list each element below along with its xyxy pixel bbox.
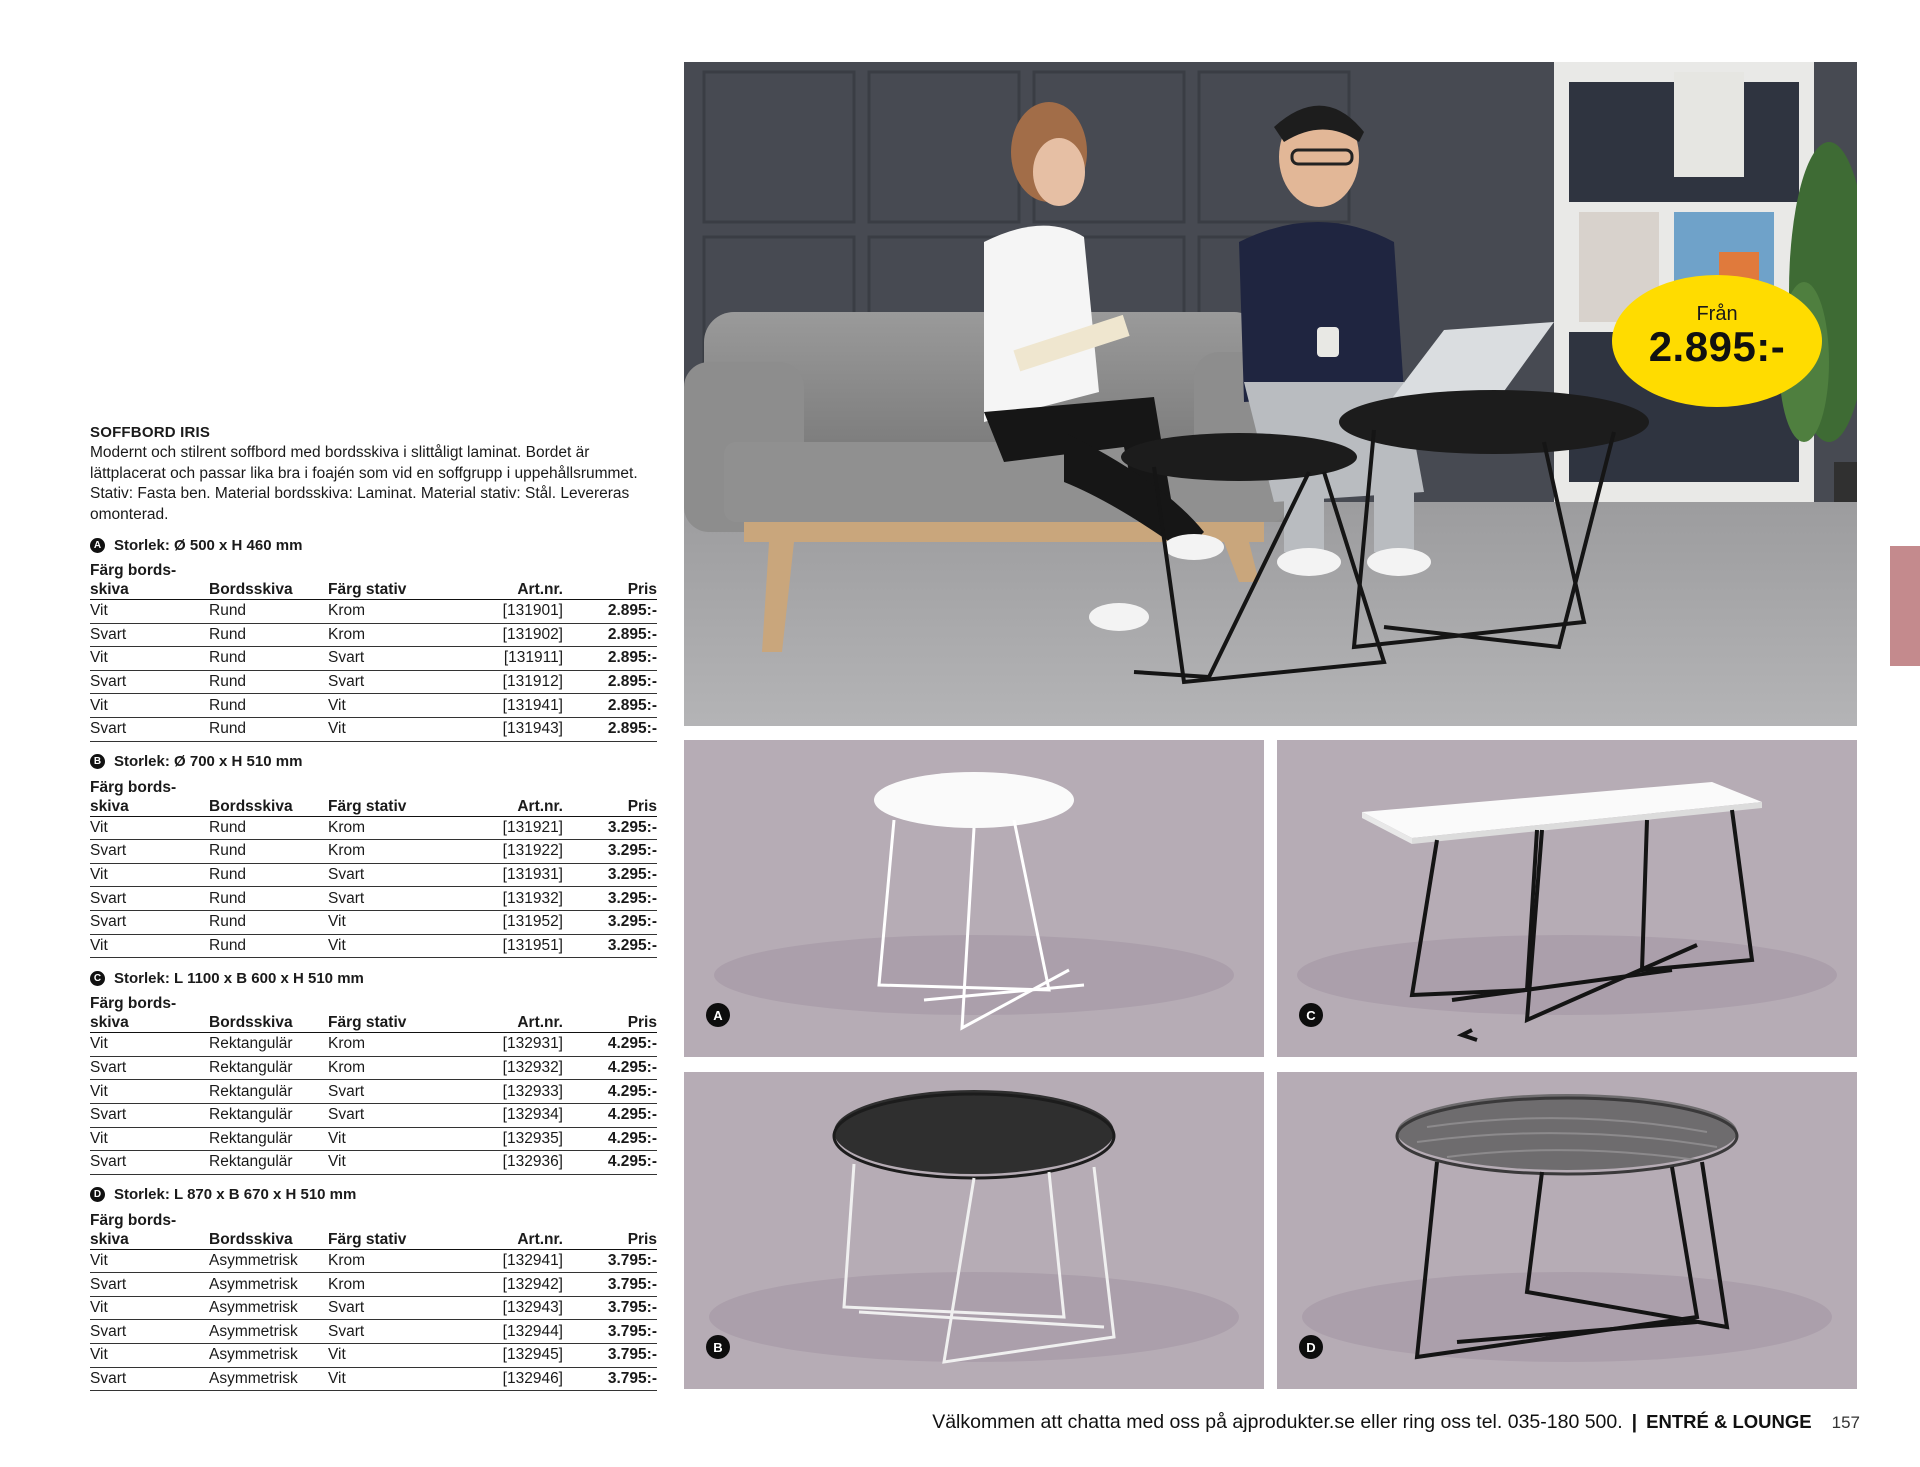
cell-artnr: [131952]: [438, 910, 569, 934]
page-number: 157: [1831, 1413, 1860, 1432]
cell-frame-color: Vit: [328, 1344, 438, 1368]
cell-top-shape: Asymmetrisk: [209, 1367, 328, 1391]
table-row: [90, 600, 657, 624]
cell-price: 3.795:-: [569, 1296, 657, 1320]
cell-frame-color: Krom: [328, 840, 438, 864]
cell-top-shape: Asymmetrisk: [209, 1320, 328, 1344]
cell-artnr: [132942]: [438, 1273, 569, 1297]
panel-letter-a: A: [706, 1003, 730, 1027]
col-header-frame-color: Färg stativ: [328, 994, 438, 1033]
cell-artnr: [132944]: [438, 1320, 569, 1344]
cell-frame-color: Svart: [328, 647, 438, 671]
col-header-top-color-line2: skiva: [90, 1230, 129, 1248]
cell-frame-color: Vit: [328, 717, 438, 741]
table-row: [90, 934, 657, 958]
cell-top-color: Svart: [90, 1103, 209, 1127]
product-photo-b: [684, 1072, 1264, 1389]
cell-frame-color: Vit: [328, 1367, 438, 1391]
cell-top-shape: Rektangulär: [209, 1103, 328, 1127]
cell-top-color: Svart: [90, 887, 209, 911]
cell-price: 4.295:-: [569, 1127, 657, 1151]
cell-price: 4.295:-: [569, 1151, 657, 1175]
table-row: [90, 1080, 657, 1104]
cell-artnr: [131901]: [438, 600, 569, 624]
product-title: SOFFBORD IRIS: [90, 424, 211, 441]
cell-frame-color: Vit: [328, 1127, 438, 1151]
cell-top-color: Vit: [90, 934, 209, 958]
col-header-top-color: [90, 994, 209, 1033]
col-header-artnr: Art.nr.: [438, 994, 569, 1033]
cell-frame-color: Krom: [328, 1273, 438, 1297]
cell-top-shape: Rund: [209, 623, 328, 647]
footer-contact-text: Välkommen att chatta med oss på ajprodukter.se eller ring oss tel. 035-180 500.: [932, 1411, 1623, 1433]
cell-artnr: [132931]: [438, 1033, 569, 1057]
col-header-top: Bordsskiva: [209, 994, 328, 1033]
cell-frame-color: Krom: [328, 600, 438, 624]
cell-top-color: Svart: [90, 1367, 209, 1391]
cell-artnr: [131941]: [438, 694, 569, 718]
col-header-price: Pris: [569, 994, 657, 1033]
col-header-top: Bordsskiva: [209, 561, 328, 600]
col-header-price: Pris: [569, 561, 657, 600]
cell-top-color: Svart: [90, 910, 209, 934]
cell-top-color: Vit: [90, 600, 209, 624]
price-table: [90, 994, 657, 1175]
cell-price: 3.295:-: [569, 863, 657, 887]
cell-top-shape: Asymmetrisk: [209, 1249, 328, 1273]
panel-letter-d: D: [1299, 1335, 1323, 1359]
panel-letter-b: B: [706, 1335, 730, 1359]
size-title: Storlek: Ø 700 x H 510 mm: [114, 753, 303, 771]
cell-price: 4.295:-: [569, 1103, 657, 1127]
col-header-top-color: [90, 778, 209, 817]
cell-top-color: Svart: [90, 670, 209, 694]
price-badge-price: 2.895:-: [1648, 323, 1786, 370]
cell-frame-color: Svart: [328, 670, 438, 694]
section-side-tab: [1890, 546, 1920, 666]
size-letter-badge: A: [90, 538, 105, 553]
rectangular-white-table-illustration: [1277, 740, 1857, 1057]
price-badge: [1612, 275, 1822, 407]
table-row: [90, 887, 657, 911]
col-header-top-color-line2: skiva: [90, 581, 129, 598]
cell-top-shape: Rektangulär: [209, 1151, 328, 1175]
cell-price: 3.295:-: [569, 887, 657, 911]
col-header-top-color-line1: Färg bords-: [90, 995, 177, 1013]
cell-price: 2.895:-: [569, 647, 657, 671]
cell-frame-color: Krom: [328, 1056, 438, 1080]
footer-section-name: ENTRÉ & LOUNGE: [1646, 1411, 1812, 1432]
cell-artnr: [132933]: [438, 1080, 569, 1104]
cell-artnr: [132946]: [438, 1367, 569, 1391]
product-info: [90, 424, 657, 1391]
table-row: [90, 1103, 657, 1127]
cell-top-color: Svart: [90, 717, 209, 741]
size-heading: [90, 966, 657, 990]
col-header-top-color: [90, 561, 209, 600]
cell-top-color: Svart: [90, 1151, 209, 1175]
col-header-top: Bordsskiva: [209, 1211, 328, 1250]
cell-top-color: Svart: [90, 1056, 209, 1080]
cell-top-color: Svart: [90, 1273, 209, 1297]
cell-price: 3.795:-: [569, 1273, 657, 1297]
table-row: [90, 670, 657, 694]
table-row: [90, 647, 657, 671]
cell-price: 4.295:-: [569, 1056, 657, 1080]
cell-price: 3.795:-: [569, 1344, 657, 1368]
cell-top-shape: Rektangulär: [209, 1127, 328, 1151]
cell-price: 2.895:-: [569, 717, 657, 741]
cell-frame-color: Vit: [328, 1151, 438, 1175]
table-row: [90, 840, 657, 864]
cell-top-color: Vit: [90, 863, 209, 887]
cell-artnr: [131932]: [438, 887, 569, 911]
size-title: Storlek: Ø 500 x H 460 mm: [114, 536, 303, 554]
cell-top-shape: Rund: [209, 694, 328, 718]
cell-top-shape: Rund: [209, 863, 328, 887]
price-table: [90, 778, 657, 959]
cell-frame-color: Svart: [328, 887, 438, 911]
cell-top-color: Vit: [90, 1249, 209, 1273]
cell-artnr: [131931]: [438, 863, 569, 887]
table-row: [90, 816, 657, 840]
table-row: [90, 1320, 657, 1344]
cell-price: 3.295:-: [569, 910, 657, 934]
cell-price: 3.295:-: [569, 934, 657, 958]
cell-frame-color: Svart: [328, 863, 438, 887]
col-header-top-color-line1: Färg bords-: [90, 562, 177, 579]
col-header-top-color-line1: Färg bords-: [90, 778, 177, 796]
cell-top-color: Svart: [90, 840, 209, 864]
size-letter-badge: B: [90, 754, 105, 769]
cell-top-color: Svart: [90, 1320, 209, 1344]
footer-separator: |: [1631, 1411, 1638, 1433]
col-header-artnr: Art.nr.: [438, 1211, 569, 1250]
cell-top-shape: Asymmetrisk: [209, 1296, 328, 1320]
cell-price: 2.895:-: [569, 600, 657, 624]
cell-top-shape: Rund: [209, 670, 328, 694]
cell-price: 4.295:-: [569, 1080, 657, 1104]
cell-artnr: [132943]: [438, 1296, 569, 1320]
cell-top-shape: Rund: [209, 840, 328, 864]
col-header-frame-color: Färg stativ: [328, 561, 438, 600]
cell-frame-color: Krom: [328, 1249, 438, 1273]
cell-top-shape: Rektangulär: [209, 1056, 328, 1080]
cell-top-shape: Asymmetrisk: [209, 1273, 328, 1297]
cell-frame-color: Krom: [328, 1033, 438, 1057]
cell-price: 3.295:-: [569, 840, 657, 864]
col-header-top-color-line2: skiva: [90, 797, 129, 815]
price-table: [90, 1211, 657, 1392]
cell-top-shape: Rund: [209, 910, 328, 934]
cell-top-color: Vit: [90, 1127, 209, 1151]
product-photo-c: [1277, 740, 1857, 1057]
cell-top-shape: Rund: [209, 600, 328, 624]
cell-price: 2.895:-: [569, 623, 657, 647]
size-title: Storlek: L 1100 x B 600 x H 510 mm: [114, 969, 364, 987]
table-row: [90, 1249, 657, 1273]
cell-price: 3.295:-: [569, 816, 657, 840]
cell-artnr: [131911]: [438, 647, 569, 671]
cell-frame-color: Vit: [328, 694, 438, 718]
cell-top-shape: Rektangulär: [209, 1033, 328, 1057]
table-row: [90, 1367, 657, 1391]
cell-price: 3.795:-: [569, 1249, 657, 1273]
cell-frame-color: Vit: [328, 910, 438, 934]
cell-top-color: Vit: [90, 1033, 209, 1057]
table-row: [90, 1296, 657, 1320]
cell-artnr: [131943]: [438, 717, 569, 741]
table-row: [90, 1033, 657, 1057]
cell-frame-color: Svart: [328, 1080, 438, 1104]
col-header-top-color-line1: Färg bords-: [90, 1211, 177, 1229]
table-row: [90, 1127, 657, 1151]
cell-artnr: [131921]: [438, 816, 569, 840]
size-heading: [90, 750, 657, 774]
cell-top-shape: Asymmetrisk: [209, 1344, 328, 1368]
col-header-top-color: [90, 1211, 209, 1250]
size-letter-badge: C: [90, 971, 105, 986]
cell-top-color: Vit: [90, 1296, 209, 1320]
cell-top-shape: Rund: [209, 717, 328, 741]
cell-price: 4.295:-: [569, 1033, 657, 1057]
cell-artnr: [131902]: [438, 623, 569, 647]
col-header-artnr: Art.nr.: [438, 561, 569, 600]
product-description: Modernt och stilrent soffbord med bordsskiva i slittåligt laminat. Bordet är lättplacerat och passar lika bra i foajén som vid en soffgrupp i uppehållsrummet. Stativ: Fasta ben. Material bordsskiva: Laminat. Material stativ: Stål. Levereras omonterad.: [90, 444, 638, 523]
cell-artnr: [132932]: [438, 1056, 569, 1080]
table-row: [90, 1151, 657, 1175]
cell-artnr: [132934]: [438, 1103, 569, 1127]
size-letter-badge: D: [90, 1187, 105, 1202]
cell-top-color: Vit: [90, 816, 209, 840]
table-row: [90, 863, 657, 887]
cell-frame-color: Krom: [328, 816, 438, 840]
col-header-top: Bordsskiva: [209, 778, 328, 817]
product-photo-d: [1277, 1072, 1857, 1389]
round-black-table-illustration: [684, 1072, 1264, 1389]
product-photo-a: [684, 740, 1264, 1057]
cell-artnr: [132941]: [438, 1249, 569, 1273]
cell-frame-color: Svart: [328, 1103, 438, 1127]
cell-frame-color: Svart: [328, 1320, 438, 1344]
size-heading: [90, 533, 657, 557]
size-title: Storlek: L 870 x B 670 x H 510 mm: [114, 1186, 357, 1204]
cell-top-color: Vit: [90, 1344, 209, 1368]
cell-top-shape: Rektangulär: [209, 1080, 328, 1104]
cell-top-color: Vit: [90, 694, 209, 718]
table-row: [90, 1273, 657, 1297]
cell-top-shape: Rund: [209, 816, 328, 840]
col-header-frame-color: Färg stativ: [328, 1211, 438, 1250]
price-badge-from: Från: [1696, 303, 1738, 325]
table-row: [90, 623, 657, 647]
cell-price: 3.795:-: [569, 1320, 657, 1344]
col-header-price: Pris: [569, 778, 657, 817]
col-header-price: Pris: [569, 1211, 657, 1250]
panel-letter-c: C: [1299, 1003, 1323, 1027]
cell-artnr: [131912]: [438, 670, 569, 694]
col-header-frame-color: Färg stativ: [328, 778, 438, 817]
table-row: [90, 694, 657, 718]
round-white-table-illustration: [684, 740, 1264, 1057]
cell-artnr: [131922]: [438, 840, 569, 864]
cell-artnr: [132945]: [438, 1344, 569, 1368]
table-row: [90, 910, 657, 934]
col-header-top-color-line2: skiva: [90, 1014, 129, 1032]
price-table: [90, 561, 657, 742]
cell-price: 2.895:-: [569, 670, 657, 694]
cell-frame-color: Krom: [328, 623, 438, 647]
cell-top-color: Svart: [90, 623, 209, 647]
cell-top-shape: Rund: [209, 934, 328, 958]
cell-artnr: [132936]: [438, 1151, 569, 1175]
table-row: [90, 1344, 657, 1368]
cell-top-shape: Rund: [209, 887, 328, 911]
cell-artnr: [132935]: [438, 1127, 569, 1151]
cell-price: 3.795:-: [569, 1367, 657, 1391]
asymmetric-wood-table-illustration: [1277, 1072, 1857, 1389]
cell-top-color: Vit: [90, 1080, 209, 1104]
size-tables: [90, 533, 657, 1391]
cell-frame-color: Svart: [328, 1296, 438, 1320]
page-footer: [932, 1411, 1860, 1434]
cell-top-color: Vit: [90, 647, 209, 671]
table-row: [90, 717, 657, 741]
cell-frame-color: Vit: [328, 934, 438, 958]
cell-artnr: [131951]: [438, 934, 569, 958]
col-header-artnr: Art.nr.: [438, 778, 569, 817]
cell-price: 2.895:-: [569, 694, 657, 718]
size-heading: [90, 1183, 657, 1207]
table-row: [90, 1056, 657, 1080]
cell-top-shape: Rund: [209, 647, 328, 671]
